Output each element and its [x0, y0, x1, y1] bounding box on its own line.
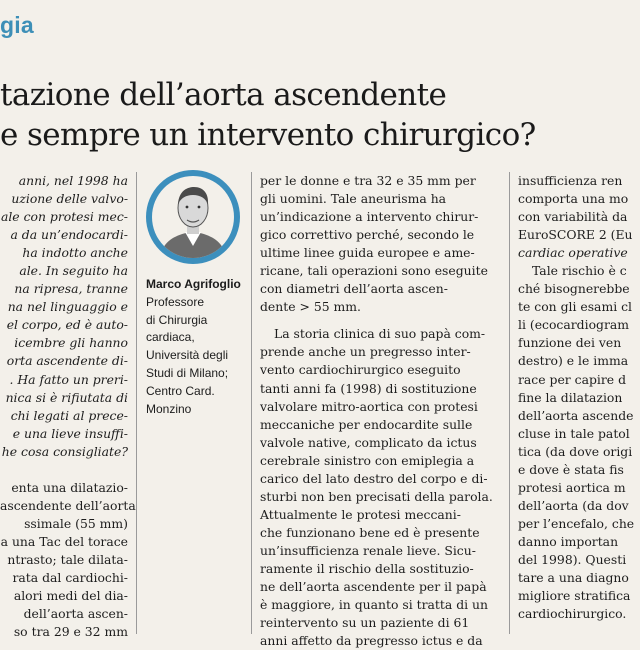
reader-question — [0, 172, 128, 461]
text-line: rata dal cardiochi- — [12, 569, 128, 585]
text-line: cardiac operative — [518, 245, 628, 261]
text-line: race per capire d — [518, 371, 626, 387]
author-credential-line: Professore — [146, 294, 205, 309]
text-line: el corpo, ed è auto- — [6, 317, 128, 333]
text-line: a da un’endocardi- — [10, 227, 128, 243]
text-line: fine la dilatazion — [518, 389, 623, 405]
text-line: gli uomini. Tale aneurisma ha — [260, 191, 447, 207]
text-line: e dove è stata fis — [518, 461, 624, 477]
author-credential-line: Monzino — [146, 401, 192, 416]
text-line: chi legati al prece- — [10, 407, 128, 423]
author-credential-line: Centro Card. — [146, 383, 215, 398]
text-line: Attualmente le protesi meccani- — [260, 506, 461, 522]
column-divider — [136, 172, 137, 634]
text-line: EuroSCORE 2 (Eu — [518, 227, 633, 243]
section-kicker: gia — [0, 12, 34, 38]
text-line: danno importan — [518, 533, 619, 549]
text-line: per le donne e tra 32 e 35 mm per — [260, 173, 476, 188]
text-line: dell’aorta ascen- — [23, 606, 128, 622]
text-line: reintervento su un paziente di 61 — [260, 615, 470, 631]
text-line: cerebrale sinistro con emiplegia a — [260, 452, 475, 468]
answer-column-3 — [518, 172, 640, 623]
author-credential-line: Università degli — [146, 348, 229, 363]
text-line: valvolare mitro-aortica con protesi — [260, 398, 478, 414]
text-line: che funzionano bene ed è presente — [260, 524, 480, 540]
text-line: icembre gli hanno — [14, 335, 128, 351]
author-portrait — [146, 170, 240, 264]
text-line: un’indicazione a intervento chirur- — [260, 209, 479, 225]
text-line: ultime linee guida europee e ame- — [260, 245, 475, 261]
text-line: ricane, tali operazioni sono eseguite — [260, 263, 488, 279]
answer-start — [0, 479, 136, 641]
text-line: e una lieve insuffi- — [12, 425, 128, 441]
author-byline — [146, 276, 241, 418]
text-line: con diametri dell’aorta ascen- — [260, 281, 448, 297]
text-line: na nel linguaggio e — [7, 299, 128, 315]
text-line: enta una dilatazio- — [11, 479, 128, 495]
text-line: ché bisognerebbe — [518, 281, 630, 297]
text-line: a una Tac del torace — [0, 533, 128, 549]
text-line: dente > 55 mm. — [260, 299, 361, 315]
text-line: tanti anni fa (1998) di sostituzione — [260, 380, 477, 396]
author-credential-line: Studi di Milano; — [146, 365, 229, 380]
text-line: . Ha fatto un preri- — [9, 371, 128, 387]
text-line: comporta una mo — [518, 191, 629, 207]
text-line: è maggiore, in quanto si tratta di un — [260, 597, 488, 613]
text-line: tare a una diagno — [518, 570, 629, 586]
headline-line-1: tazione dell’aorta ascendente — [0, 77, 447, 113]
text-line: nica si è rifiutata di — [5, 389, 128, 405]
text-line: alori medi del dia- — [13, 588, 128, 604]
text-line: Tale rischio è c — [532, 263, 627, 279]
text-line: na ripresa, tranne — [14, 281, 128, 297]
text-line: te con gli esami cl — [518, 299, 632, 315]
text-line: vento cardiochirurgico eseguito — [260, 362, 461, 378]
text-line: ntrasto; tale dilata- — [7, 551, 128, 567]
text-line: insufficienza ren — [518, 173, 623, 188]
text-line: carico del lato destro del corpo e di- — [260, 470, 488, 486]
author-photo-icon — [152, 176, 234, 258]
text-line: per l’encefalo, che — [518, 515, 635, 531]
author-credentials — [146, 294, 241, 419]
text-line: ale con protesi mec- — [0, 209, 128, 225]
author-credential-line: cardiaca, — [146, 330, 195, 345]
text-line: protesi aortica m — [518, 479, 626, 495]
text-line: sturbi non ben precisati della parola. — [260, 488, 493, 504]
text-line: funzione dei ven — [518, 335, 622, 351]
text-line: ssimale (55 mm) — [24, 515, 128, 531]
text-line: li (ecocardiogram — [518, 317, 630, 333]
text-line: tica (da dove origi — [518, 443, 633, 459]
text-line: con variabilità da — [518, 209, 628, 225]
text-line: ale. In seguito ha — [19, 263, 128, 279]
text-line: ascendente dell’aorta — [0, 497, 136, 513]
column-divider — [251, 172, 252, 634]
text-line: uzione delle valvo- — [11, 191, 128, 207]
text-line: dell’aorta (da dov — [518, 497, 629, 513]
text-line: he cosa consigliate? — [1, 443, 128, 459]
text-line: orta ascendente di- — [6, 353, 128, 369]
answer-column-2 — [260, 172, 500, 650]
text-line: gico correttivo perché, secondo le — [260, 227, 475, 243]
question-column — [0, 172, 136, 641]
text-line: del 1998). Questi — [518, 551, 627, 567]
author-credential-line: di Chirurgia — [146, 312, 208, 327]
text-line: anni affetto da pregresso ictus e da — [260, 633, 483, 649]
text-line: meccaniche per endocardite sulle — [260, 416, 473, 432]
column-divider — [509, 172, 510, 634]
text-line: cardiochirurgico. — [518, 606, 627, 622]
text-line: prende anche un pregresso inter- — [260, 344, 471, 360]
author-name: Marco Agrifoglio — [146, 277, 241, 291]
text-line: un’insufficienza renale lieve. Sicu- — [260, 542, 476, 558]
text-line: dell’aorta ascende — [518, 407, 634, 423]
text-line: anni, nel 1998 ha — [18, 173, 128, 188]
text-line: destro) e le imma — [518, 353, 629, 369]
text-line: so tra 29 e 32 mm — [13, 624, 128, 640]
text-line: ramente il rischio della sostituzio- — [260, 560, 474, 576]
headline — [0, 75, 640, 155]
text-line: migliore stratifica — [518, 588, 631, 604]
text-line: ha indotto anche — [22, 245, 128, 261]
text-line: ne dell’aorta ascendente per il papà — [260, 579, 487, 595]
text-line: cluse in tale patol — [518, 425, 630, 441]
headline-line-2: e sempre un intervento chirurgico? — [0, 117, 536, 153]
text-line: La storia clinica di suo papà com- — [274, 326, 486, 342]
text-line: valvole native, complicato da ictus — [260, 434, 477, 450]
